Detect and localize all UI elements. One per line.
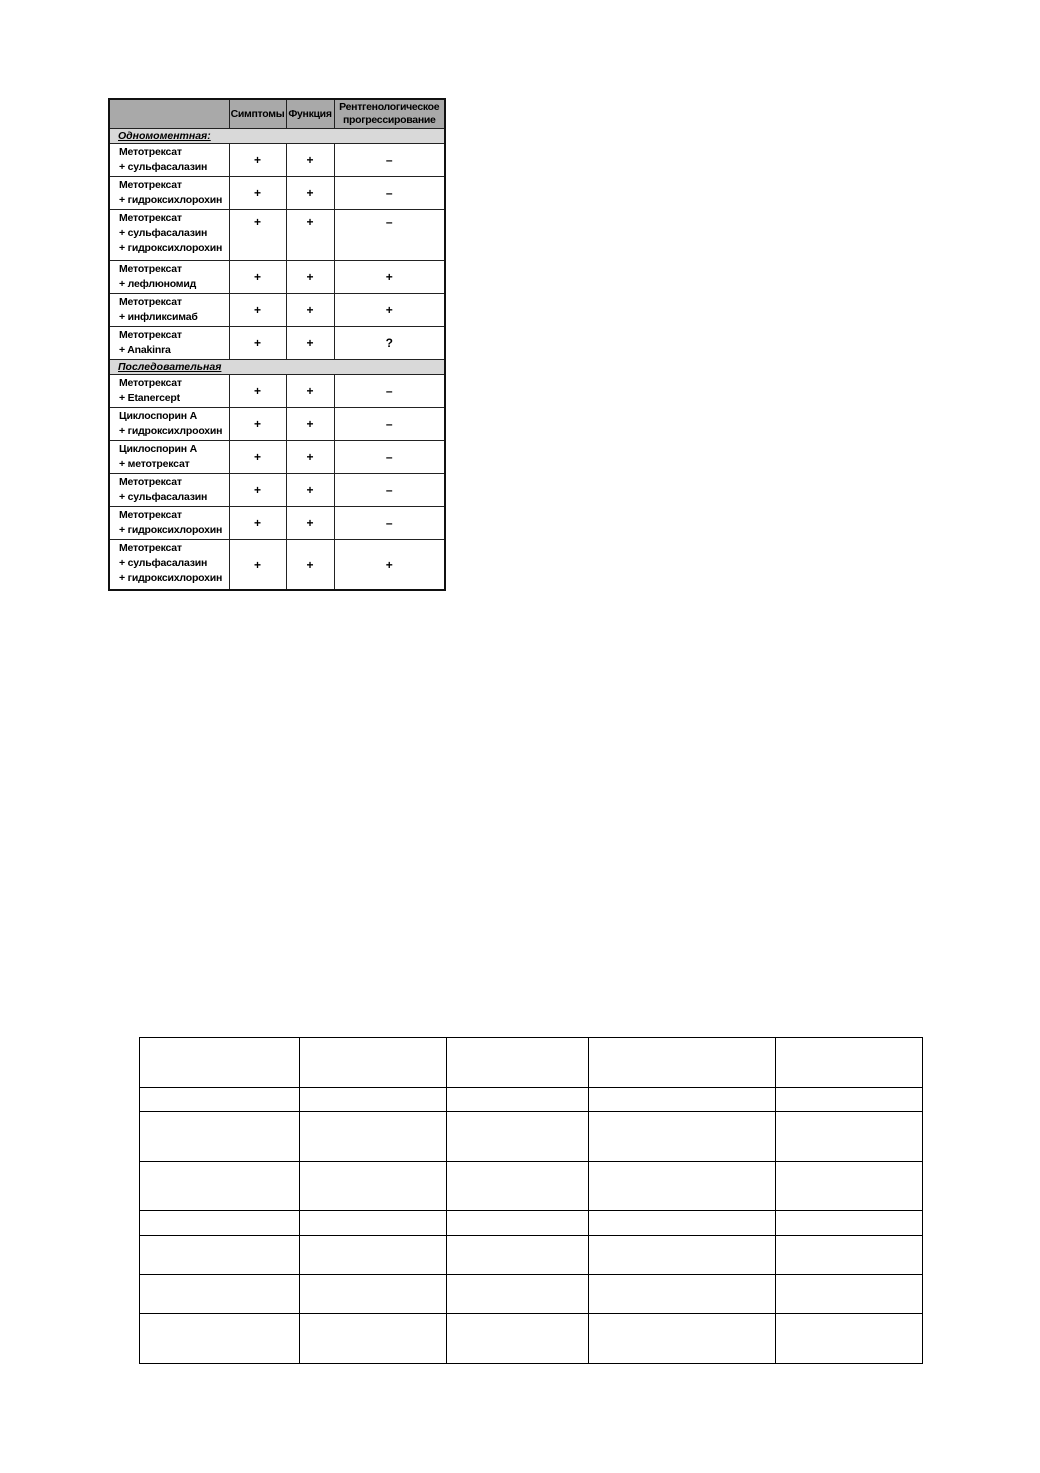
empty-cell: [447, 1236, 589, 1275]
empty-cell: [300, 1275, 447, 1314]
function-cell: +: [286, 294, 334, 327]
empty-cell: [447, 1162, 589, 1211]
empty-cell: [447, 1275, 589, 1314]
function-cell: +: [286, 375, 334, 408]
drug-line: + Anakinra: [119, 344, 171, 356]
section-title: Одномоментная:: [109, 129, 445, 144]
empty-cell: [140, 1088, 300, 1112]
table-row: [109, 294, 445, 327]
drug-combination-cell: [109, 144, 229, 177]
table-row: [109, 507, 445, 540]
empty-cell: [589, 1112, 776, 1162]
drug-line: Метотрексат: [119, 476, 182, 488]
table-row: [109, 327, 445, 360]
empty-cell: [776, 1162, 923, 1211]
empty-cell: [300, 1112, 447, 1162]
progression-cell: +: [334, 540, 445, 591]
table-row: [109, 177, 445, 210]
drug-line: Циклоспорин А: [119, 443, 198, 455]
header-cell-symptoms: Симптомы: [229, 99, 286, 129]
symptoms-cell: +: [229, 375, 286, 408]
empty-cell: [140, 1275, 300, 1314]
drug-line: + сульфасалазин: [119, 227, 208, 239]
empty-cell: [776, 1088, 923, 1112]
drug-combination-cell: [109, 327, 229, 360]
progression-cell: –: [334, 144, 445, 177]
symptoms-cell: +: [229, 507, 286, 540]
drug-line: + гидроксихлорохин: [119, 572, 223, 584]
drug-combination-cell: [109, 177, 229, 210]
drug-line: + гидроксихлроохин: [119, 425, 223, 437]
drug-line: Метотрексат: [119, 179, 182, 191]
table-row: [109, 210, 445, 261]
table-row: [109, 261, 445, 294]
empty-cell: [447, 1112, 589, 1162]
empty-cell: [776, 1038, 923, 1088]
progression-cell: –: [334, 375, 445, 408]
section-title: Последовательная: [109, 360, 445, 375]
table-row: [140, 1038, 923, 1088]
empty-cell: [140, 1038, 300, 1088]
symptoms-cell: +: [229, 177, 286, 210]
progression-cell: –: [334, 408, 445, 441]
table-header-row: [109, 99, 445, 129]
empty-cell: [776, 1112, 923, 1162]
function-cell: +: [286, 327, 334, 360]
progression-cell: –: [334, 210, 445, 261]
drug-line: + лефлюномид: [119, 278, 197, 290]
function-cell: +: [286, 144, 334, 177]
empty-cell: [300, 1038, 447, 1088]
empty-cell: [140, 1112, 300, 1162]
empty-cell: [140, 1211, 300, 1236]
symptoms-cell: +: [229, 144, 286, 177]
drug-line: + сульфасалазин: [119, 161, 208, 173]
header-cell-function: Функция: [286, 99, 334, 129]
symptoms-cell: +: [229, 540, 286, 591]
drug-line: + сульфасалазин: [119, 491, 208, 503]
drug-combination-cell: [109, 540, 229, 591]
symptoms-cell: +: [229, 261, 286, 294]
drug-line: Циклоспорин А: [119, 410, 198, 422]
drug-line: Метотрексат: [119, 542, 182, 554]
drug-line: Метотрексат: [119, 509, 182, 521]
table-row: [109, 144, 445, 177]
table-row: [109, 474, 445, 507]
symptoms-cell: +: [229, 408, 286, 441]
function-cell: +: [286, 474, 334, 507]
drug-combination-cell: [109, 507, 229, 540]
drug-line: + гидроксихлорохин: [119, 242, 223, 254]
empty-cell: [447, 1211, 589, 1236]
drug-combination-cell: [109, 294, 229, 327]
empty-cell: [300, 1236, 447, 1275]
table-row: [140, 1236, 923, 1275]
empty-cell: [300, 1314, 447, 1364]
progression-cell: –: [334, 507, 445, 540]
function-cell: +: [286, 507, 334, 540]
progression-cell: –: [334, 177, 445, 210]
table-row: [109, 375, 445, 408]
header-cell-blank: [109, 99, 229, 129]
empty-cell: [589, 1088, 776, 1112]
drug-line: Метотрексат: [119, 146, 182, 158]
drug-line: + метотрексат: [119, 458, 190, 470]
table-row: [109, 540, 445, 591]
combination-therapy-table: [108, 98, 446, 591]
empty-grid-table: [139, 1037, 923, 1364]
progression-cell: +: [334, 261, 445, 294]
empty-cell: [589, 1038, 776, 1088]
progression-cell: –: [334, 441, 445, 474]
table-row: [140, 1162, 923, 1211]
empty-cell: [589, 1314, 776, 1364]
symptoms-cell: +: [229, 327, 286, 360]
drug-combination-cell: [109, 408, 229, 441]
empty-cell: [776, 1236, 923, 1275]
symptoms-cell: +: [229, 441, 286, 474]
drug-line: Метотрексат: [119, 212, 182, 224]
function-cell: +: [286, 408, 334, 441]
empty-cell: [140, 1314, 300, 1364]
drug-combination-cell: [109, 210, 229, 261]
drug-line: + гидроксихлорохин: [119, 524, 223, 536]
table-row: [140, 1314, 923, 1364]
drug-line: Метотрексат: [119, 263, 182, 275]
empty-cell: [447, 1088, 589, 1112]
drug-combination-cell: [109, 441, 229, 474]
empty-cell: [300, 1088, 447, 1112]
table-row: [109, 408, 445, 441]
drug-combination-cell: [109, 375, 229, 408]
empty-cell: [300, 1162, 447, 1211]
table-row: [140, 1275, 923, 1314]
empty-cell: [589, 1275, 776, 1314]
header-cell-radiologic-progression: Рентгенологическое прогрессирование: [334, 99, 445, 129]
drug-line: + сульфасалазин: [119, 557, 208, 569]
symptoms-cell: +: [229, 210, 286, 261]
drug-combination-cell: [109, 261, 229, 294]
drug-line: + инфликсимаб: [119, 311, 198, 323]
section-row-simultaneous: [109, 129, 445, 144]
empty-cell: [589, 1236, 776, 1275]
function-cell: +: [286, 441, 334, 474]
empty-cell: [776, 1211, 923, 1236]
empty-cell: [447, 1038, 589, 1088]
table-row: [140, 1112, 923, 1162]
table-row: [140, 1088, 923, 1112]
function-cell: +: [286, 177, 334, 210]
empty-cell: [140, 1162, 300, 1211]
empty-cell: [776, 1275, 923, 1314]
drug-line: + гидроксихлорохин: [119, 194, 223, 206]
progression-cell: ?: [334, 327, 445, 360]
empty-cell: [589, 1162, 776, 1211]
drug-line: + Etanercept: [119, 392, 180, 404]
empty-cell: [589, 1211, 776, 1236]
function-cell: +: [286, 261, 334, 294]
table-row: [109, 441, 445, 474]
empty-cell: [300, 1211, 447, 1236]
function-cell: +: [286, 210, 334, 261]
function-cell: +: [286, 540, 334, 591]
drug-line: Метотрексат: [119, 329, 182, 341]
progression-cell: –: [334, 474, 445, 507]
symptoms-cell: +: [229, 474, 286, 507]
table-row: [140, 1211, 923, 1236]
drug-combination-cell: [109, 474, 229, 507]
symptoms-cell: +: [229, 294, 286, 327]
empty-cell: [447, 1314, 589, 1364]
empty-cell: [140, 1236, 300, 1275]
drug-line: Метотрексат: [119, 377, 182, 389]
section-row-sequential: [109, 360, 445, 375]
progression-cell: +: [334, 294, 445, 327]
empty-cell: [776, 1314, 923, 1364]
drug-line: Метотрексат: [119, 296, 182, 308]
